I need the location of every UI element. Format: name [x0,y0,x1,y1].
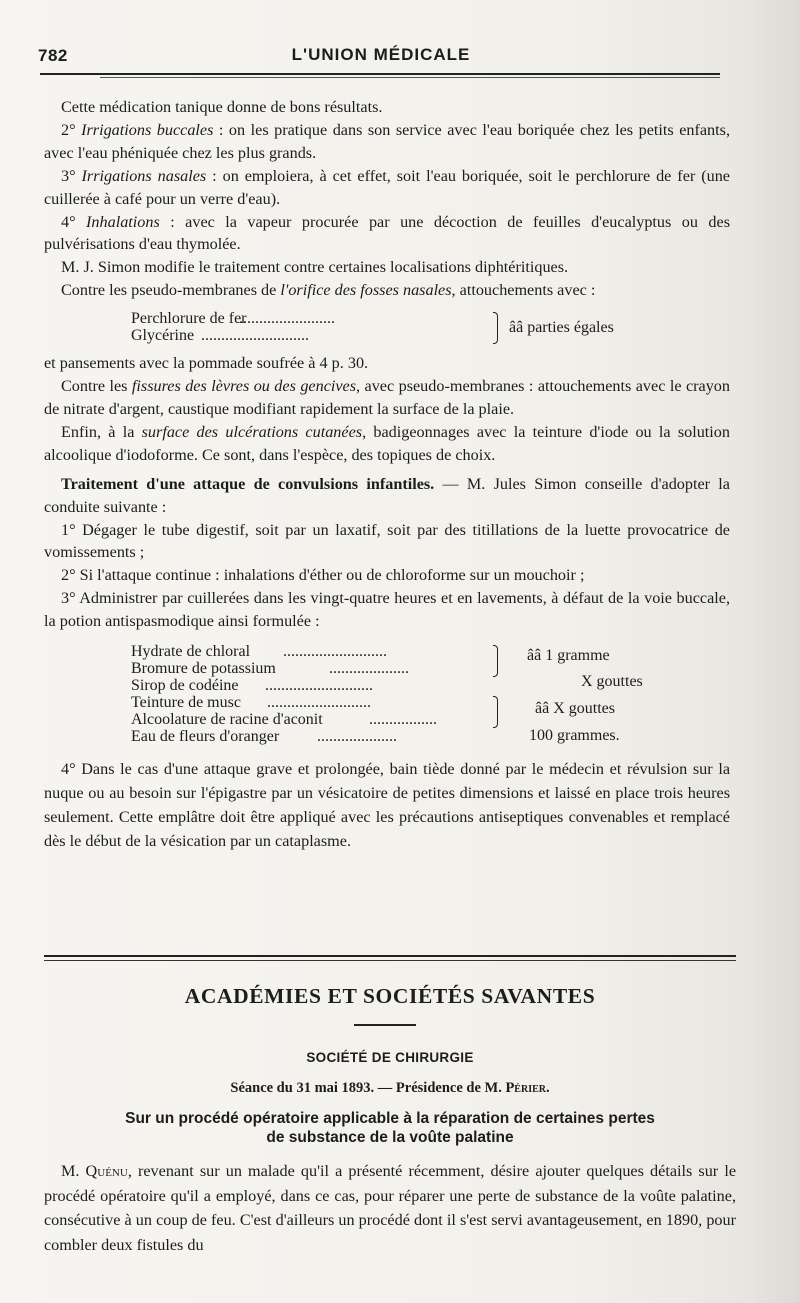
formula-ingredient: Eau de fleurs d'oranger [131,728,280,746]
formula-row: Glycérine ........................... [131,327,309,345]
item-number: 3° [61,166,82,185]
paragraph-text: — M. Jules Simon conseille d'adopter la conduite suivante : [44,474,730,516]
brace [493,312,498,344]
president-name: Périer [505,1080,546,1096]
formula-ingredient: Teinture de musc [131,694,241,712]
formula-row: Perchlorure de fer ........................ [131,310,335,328]
page-number: 782 [38,46,68,65]
item-number: 2° [61,120,82,139]
formula-ingredient: Perchlorure de fer [131,310,247,328]
society-name: SOCIÉTÉ DE CHIRURGIE [306,1050,474,1065]
paragraph [44,473,730,519]
item-number: 4° [61,212,87,231]
article-title [60,1109,720,1147]
paragraph-text: Enfin, à la [61,422,142,441]
paragraph-text: , revenant sur un malade qu'il a présenté récemment, désire ajouter quelques détails sur le procédé opératoire qu'il a employé, dans ce cas, pour réparer une perte de substance de la voûte palatine, consécutive à un coup de feu. C'est d'ailleurs un procédé dont il s'est servi avantageusement, en 1890, pour combler deux fistules du [44,1162,737,1254]
formula-dose: ââ X gouttes [535,700,615,718]
italic-term: Irrigations buccales [81,120,214,139]
header-rule-thin [100,77,720,78]
header-rule [40,73,720,75]
italic-term: fissures des lèvres ou des gencives [131,377,357,396]
paragraph-text: : avec la vapeur procurée par une décoction de feuilles d'eucalyptus ou des pulvérisations d'eau thymolée. [44,212,730,254]
paragraph [44,421,730,467]
paragraph-text: Contre les pseudo-membranes de [61,281,281,300]
formula-dose: ââ 1 gramme [527,647,610,665]
section-title: ACADÉMIES ET SOCIÉTÉS SAVANTES [184,984,596,1008]
session-line: Séance du 31 mai 1893. — Présidence de M. Périer. [230,1080,550,1096]
italic-term: Inhalations [86,212,160,231]
formula-ingredient: Alcoolature de racine d'aconit [131,711,323,729]
formula-ingredient: Glycérine [131,327,195,345]
formula-dose: X gouttes [581,673,643,691]
article-body [44,1159,736,1257]
paragraph [44,211,730,257]
italic-term: Irrigations nasales [81,166,207,185]
main-text [44,96,730,853]
paragraph-text: , badigeonnages avec la teinture d'iode ou la solution alcoolique d'iodoforme. Ce sont, dans l'espèce, des topiques de choix. [44,422,730,464]
paragraph: et pansements avec la pommade soufrée à 4 p. 30. [44,354,369,373]
prescription-formula [131,643,691,747]
title-rule [354,1024,416,1026]
brace [493,645,498,677]
formula-ingredient: Hydrate de chloral [131,643,251,661]
paragraph-text: , avec pseudo-membranes : attouchements avec le crayon de nitrate d'argent, caustique modifiant rapidement la surface de la plaie. [44,377,730,418]
italic-term: surface des ulcérations cutanées [141,422,363,441]
formula-dose: 100 grammes. [529,727,620,745]
formula-row: Alcoolature de racine d'aconit ................. [131,711,437,729]
italic-term: l'orifice des fosses nasales [280,281,452,300]
paragraph [44,375,730,421]
formula-row: Bromure de potassium .................... [131,660,409,678]
formula-row: Teinture de musc .......................... [131,694,371,712]
paragraph: 2° Si l'attaque continue : inhalations d'éther ou de chloroforme sur un mouchoir ; [61,566,585,585]
formula-row: Sirop de codéine ........................... [131,677,373,695]
paragraph [44,1159,736,1257]
prescription-formula [131,310,691,346]
formula-ingredient: Bromure de potassium [131,660,276,678]
brace [493,696,498,728]
article-title-line: de substance de la voûte palatine [266,1129,514,1146]
formula-row: Hydrate de chloral .......................... [131,643,387,661]
paragraph [44,119,730,165]
section-divider-thin [44,960,736,961]
formula-row: Eau de fleurs d'oranger .................... [131,728,397,746]
paragraph-text: : on emploiera, à cet effet, soit l'eau boriquée, soit le perchlorure de fer (une cuillerée à café pour un verre d'eau). [44,166,730,208]
paragraph: 1° Dégager le tube digestif, soit par un laxatif, soit par des titillations de la luette provocatrice de vomissements ; [44,520,730,562]
session-text: Séance du 31 mai 1893. — Présidence de M. [230,1080,506,1096]
speaker-name: M. Quénu [61,1162,128,1180]
formula-dose: ââ parties égales [509,319,614,337]
paragraph-text: : on les pratique dans son service avec l'eau boriquée chez les petits enfants, avec l'eau phéniquée chez les plus grands. [44,120,730,162]
paragraph: Cette médication tanique donne de bons résultats. [61,98,383,116]
paragraph-text: , attouchements avec : [451,281,596,300]
section-heading: Traitement d'une attaque de convulsions infantiles. [61,474,435,493]
running-title: L'UNION MÉDICALE [291,45,471,64]
page-header [38,40,724,70]
paragraph: M. J. Simon modifie le traitement contre certaines localisations diphtéritiques. [61,258,569,277]
formula-ingredient: Sirop de codéine [131,677,239,695]
paragraph-text: Contre les [61,377,132,396]
section-divider [44,955,736,957]
paragraph: 4° Dans le cas d'une attaque grave et prolongée, bain tiède donné par le médecin et révulsion sur la nuque ou au besoin sur l'épigastre par un vésicatoire de petites dimensions et laissé en place trois heures seulement. Cette emplâtre doit être appliqué avec les précautions antiseptiques convenables et remplacé dès le début de la vésication par un cataplasme. [44,760,730,851]
article-title-line: Sur un procédé opératoire applicable à la réparation de certaines pertes [125,1110,655,1127]
paragraph [44,279,730,302]
paragraph: 3° Administrer par cuillerées dans les vingt-quatre heures et en lavements, à défaut de la voie buccale, la potion antispasmodique ainsi formulée : [44,589,730,631]
paragraph [44,165,730,211]
